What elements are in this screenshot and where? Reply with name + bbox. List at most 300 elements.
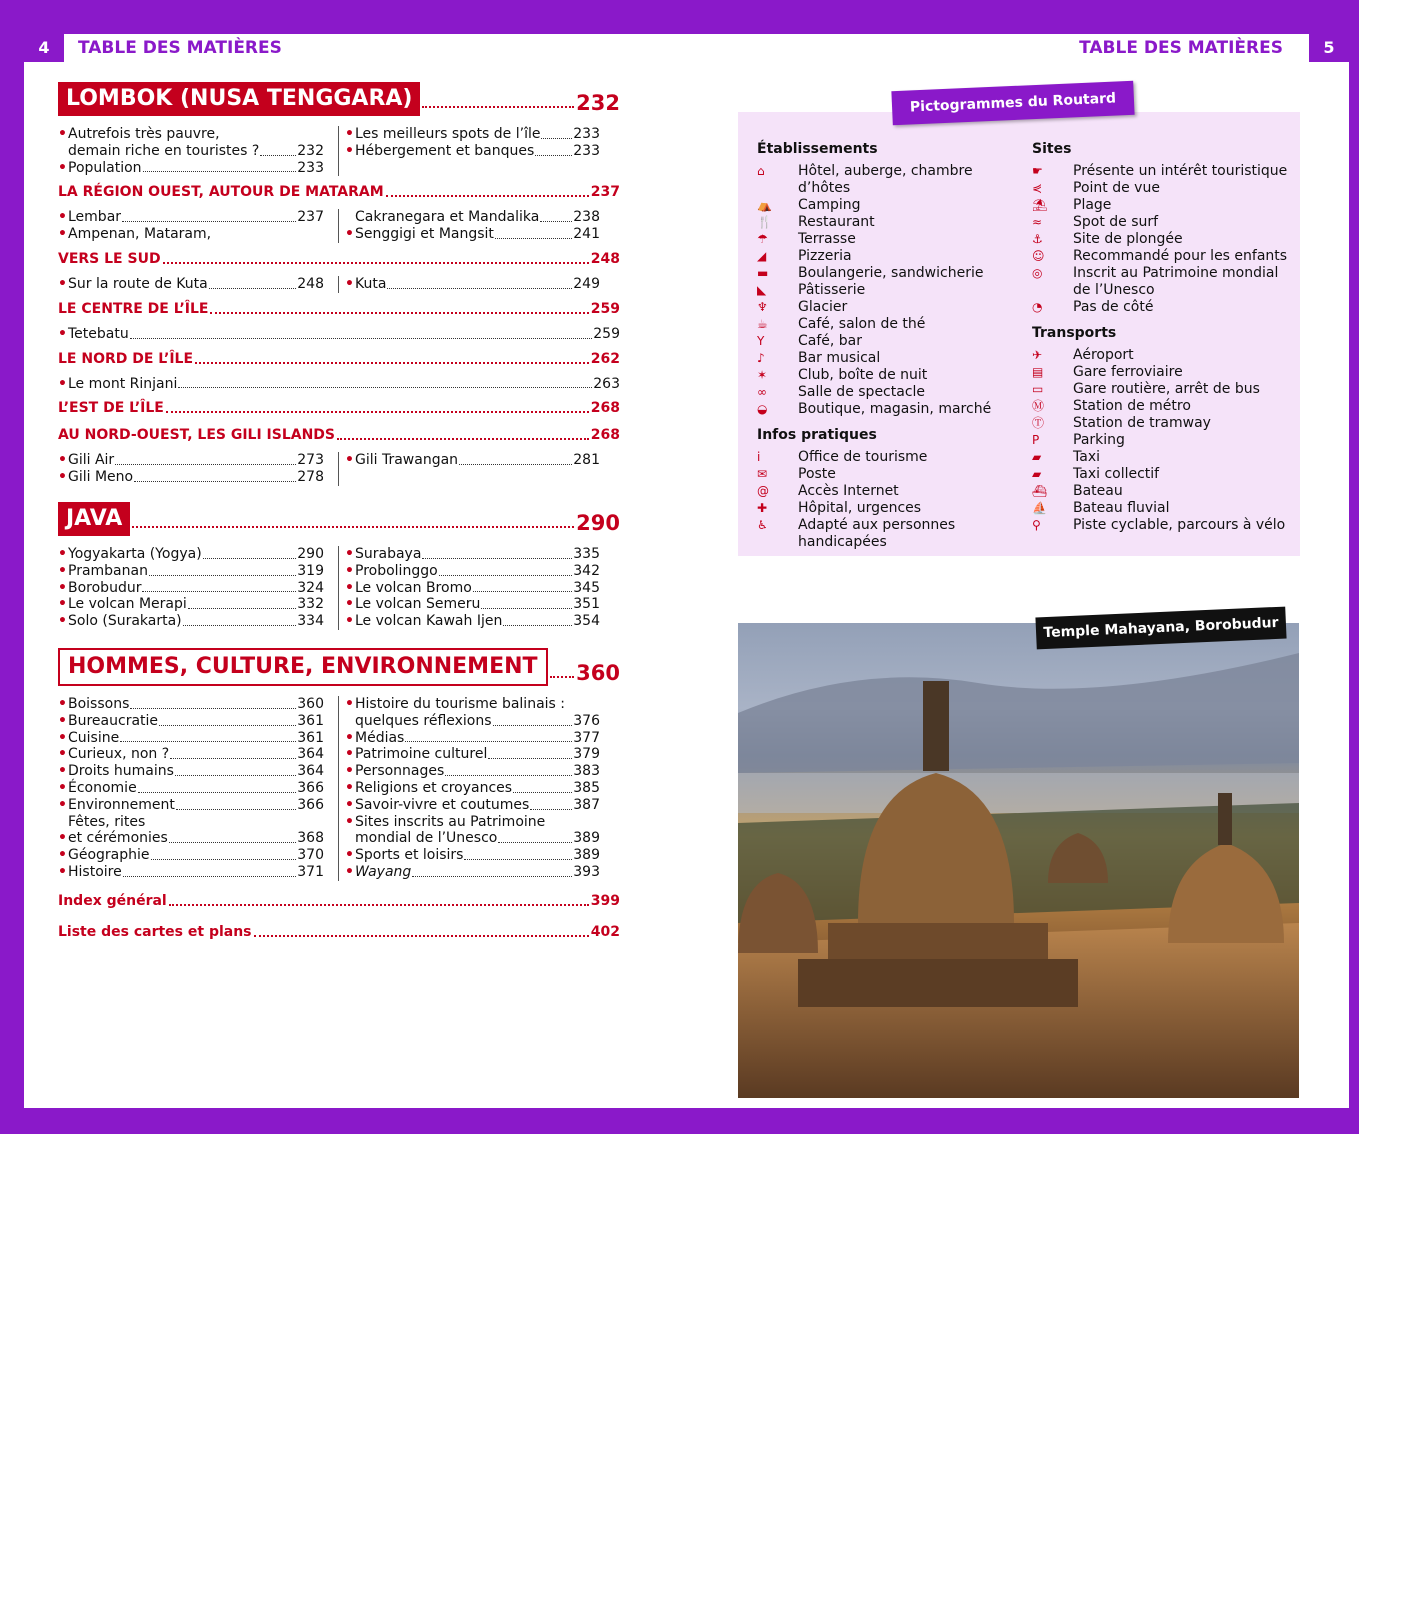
borobudur-illustration (738, 623, 1299, 1098)
bus-icon: ▭ (1032, 382, 1044, 396)
etablissements-heading: Établissements (757, 141, 878, 157)
boulangerie-icon: ▬ (757, 266, 769, 280)
camping-icon: ⛺ (757, 198, 772, 212)
metro-icon: Ⓜ (1032, 399, 1045, 413)
section-ouest[interactable]: LA RÉGION OUEST, AUTOUR DE MATARAM 237 (58, 184, 620, 201)
toc-entry-label: Wayang (355, 863, 412, 880)
photo-caption: Temple Mahayana, Borobudur (1035, 607, 1286, 650)
toc-entry-page: 379 (573, 746, 600, 763)
pictogram-label: Boutique, magasin, marché (798, 401, 992, 417)
toc-entry-page: 366 (297, 779, 324, 796)
infos-heading: Infos pratiques (757, 427, 877, 443)
shared-taxi-icon: ▰ (1032, 467, 1042, 481)
pictogram-row (1032, 214, 1294, 231)
toc-entry[interactable] (58, 730, 324, 747)
toc-entry[interactable] (58, 746, 324, 763)
wheelchair-icon: ♿ (757, 518, 768, 532)
pictogram-row (1032, 398, 1294, 415)
toc-entry[interactable] (58, 209, 324, 226)
toc-entry[interactable] (345, 126, 600, 143)
pictogram-row (757, 500, 1027, 517)
bullet: • (345, 126, 354, 142)
pictogram-row (757, 466, 1027, 483)
pictogram-row (1032, 466, 1294, 483)
bullet: • (58, 126, 67, 142)
bullet: • (345, 729, 354, 746)
toc-entry-label: et cérémonies (68, 830, 168, 847)
leader-dots (149, 575, 296, 576)
toc-entry[interactable] (345, 780, 600, 797)
bullet: • (58, 712, 67, 729)
table-of-contents (58, 82, 620, 949)
pictogram-row (1032, 500, 1294, 517)
toc-entry-page: 248 (297, 275, 324, 292)
pictogram-row (1032, 415, 1294, 432)
leader-dots (143, 171, 297, 172)
toc-entry-page: 376 (573, 712, 600, 729)
toc-entry[interactable] (58, 226, 324, 243)
toc-entry[interactable] (345, 452, 600, 469)
toc-entry[interactable] (345, 763, 600, 780)
unesco-icon: ◎ (1032, 266, 1043, 280)
pictogram-row (1032, 381, 1294, 398)
toc-entry-page: 370 (297, 847, 324, 864)
pictogram-label: Accès Internet (798, 483, 899, 499)
pictogram-label: Recommandé pour les enfants (1073, 248, 1288, 264)
pictogram-label: Point de vue (1073, 180, 1160, 196)
hommes-col1 (58, 696, 324, 881)
interest-icon: ☛ (1032, 164, 1043, 178)
toc-entry[interactable] (345, 814, 600, 831)
taxi-icon: ▰ (1032, 450, 1042, 464)
ouest-col2 (338, 209, 600, 243)
toc-entry[interactable] (345, 546, 600, 563)
nord-list (58, 376, 620, 393)
toc-entry[interactable] (345, 730, 600, 747)
bullet: • (345, 813, 354, 830)
pictogram-label: Glacier (798, 299, 848, 315)
toc-entry[interactable] (58, 613, 324, 630)
leader-dots (540, 221, 572, 222)
bullet: • (345, 562, 354, 579)
offbeat-icon: ◔ (1032, 300, 1043, 314)
pictogram-row (1032, 180, 1294, 197)
gili-col1 (58, 452, 324, 486)
transports-heading: Transports (1032, 325, 1117, 341)
bullet: • (58, 779, 67, 796)
pictogram-row (757, 367, 1027, 384)
section-sud[interactable]: VERS LE SUD 248 (58, 250, 620, 267)
toc-entry-label: Ampenan, Mataram, (68, 226, 212, 243)
sud-col1 (58, 276, 324, 293)
section-nord[interactable]: LE NORD DE L’ÎLE 262 (58, 350, 620, 367)
bullet: • (58, 796, 67, 813)
hommes-title: HOMMES, CULTURE, ENVIRONNEMENT (58, 648, 548, 686)
hommes-page: 360 (576, 660, 620, 685)
leader-dots (115, 464, 296, 465)
bullet: • (58, 613, 67, 630)
toc-entry-page: 237 (297, 209, 324, 226)
pictogram-row (757, 197, 1027, 214)
left-running-head: TABLE DES MATIÈRES (78, 38, 282, 58)
toc-entry-label: Droits humains (68, 763, 174, 780)
leader-dots (138, 792, 297, 793)
lombok-intro-col2 (338, 126, 600, 176)
pictogram-row (757, 282, 1027, 299)
leader-dots (481, 608, 572, 609)
toc-entry-label: Surabaya (355, 545, 422, 562)
pictogram-label: Aéroport (1073, 347, 1134, 363)
pictogram-row (1032, 517, 1294, 534)
toc-entry-label: Religions et croyances (355, 779, 513, 796)
centre-list (58, 326, 620, 343)
toc-entry[interactable] (58, 126, 324, 143)
toc-entry-page: 366 (297, 796, 324, 813)
leader-dots (387, 288, 572, 289)
pictogram-row (757, 517, 1027, 534)
toc-entry-label: Senggigi et Mangsit (355, 226, 494, 243)
toc-entry-page: 263 (593, 375, 620, 392)
toc-entry-label: Gili Air (68, 452, 115, 469)
leader-dots (176, 809, 296, 810)
toc-entry[interactable] (345, 847, 600, 864)
pictogram-row (1032, 163, 1294, 180)
pictogram-row (1032, 483, 1294, 500)
toc-entry-label: Les meilleurs spots de l’île (355, 126, 541, 142)
toc-entry-label: Cakranegara et Mandalika (355, 209, 540, 226)
index-link[interactable]: Index général 399 (58, 892, 620, 909)
toc-entry-page: 377 (573, 729, 600, 746)
leader-dots (209, 288, 297, 289)
toc-entry-label: Sports et loisirs (355, 847, 464, 864)
bullet: • (345, 613, 354, 630)
pictogram-label: Poste (798, 466, 836, 482)
toc-entry-page: 233 (573, 126, 600, 142)
toc-entry-page: 361 (297, 729, 324, 746)
toc-entry-label: Solo (Surakarta) (68, 613, 182, 630)
bullet: • (58, 863, 67, 880)
tram-icon: Ⓣ (1032, 416, 1045, 430)
bullet: • (58, 209, 67, 226)
toc-entry[interactable] (345, 746, 600, 763)
toc-entry[interactable] (345, 563, 600, 580)
toc-entry-page: 241 (573, 226, 600, 243)
toc-entry-page: 278 (297, 469, 324, 486)
pictogram-row (757, 401, 1027, 418)
right-frame-bar (1349, 0, 1359, 1134)
sites-heading: Sites (1032, 141, 1072, 157)
leader-dots (530, 809, 572, 810)
toc-entry[interactable] (58, 546, 324, 563)
toc-entry-label: Hébergement et banques (355, 142, 535, 159)
pictogram-row (757, 534, 1027, 551)
toc-entry[interactable] (58, 452, 324, 469)
riverboat-icon: ⛵ (1032, 501, 1047, 515)
toc-entry[interactable] (58, 797, 324, 814)
pictogram-label: Adapté aux personnes (798, 517, 956, 533)
pictogram-label: Bateau (1073, 483, 1123, 499)
leader-dots (159, 725, 296, 726)
info-icon: i (757, 450, 761, 464)
at-icon: @ (757, 484, 769, 498)
toc-entry-page: 383 (573, 763, 600, 780)
airport-icon: ✈ (1032, 348, 1043, 362)
toc-entry-label: Bureaucratie (68, 712, 159, 729)
toc-entry-page: 389 (573, 847, 600, 864)
bullet: • (345, 847, 354, 864)
toc-entry-label: Le volcan Kawah Ijen (355, 613, 503, 630)
toc-entry-label: Le mont Rinjani (68, 375, 178, 392)
leader-dots (493, 725, 573, 726)
pictogram-label: Pâtisserie (798, 282, 866, 298)
bullet: • (345, 863, 354, 880)
toc-entry-label: Cuisine (68, 729, 120, 746)
bullet: • (345, 142, 354, 159)
pictogram-row (757, 316, 1027, 333)
top-frame-bar (0, 0, 1359, 34)
toc-entry-page: 360 (297, 695, 324, 712)
toc-entry[interactable] (58, 864, 324, 881)
leader-dots (151, 859, 297, 860)
icon-spacer (757, 534, 798, 551)
toc-entry[interactable] (58, 376, 620, 393)
toc-entry[interactable] (345, 226, 600, 243)
toc-entry[interactable] (345, 613, 600, 630)
leader-dots (175, 775, 296, 776)
toc-entry-label: Le volcan Merapi (68, 596, 187, 613)
toc-entry-label: Le volcan Bromo (355, 579, 472, 596)
pictogram-label: Hôpital, urgences (798, 500, 922, 516)
hospital-icon: ✚ (757, 501, 768, 515)
lombok-intro-col1 (58, 126, 324, 176)
toc-entry-label: Le volcan Semeru (355, 596, 481, 613)
toc-entry[interactable] (58, 326, 620, 343)
lombok-heading[interactable] (58, 82, 620, 116)
bullet: • (345, 596, 354, 613)
toc-entry-label: Gili Trawangan (355, 452, 459, 469)
children-icon: ☺ (1032, 249, 1045, 263)
leader-dots (260, 155, 296, 156)
pictogram-row (1032, 231, 1294, 248)
pictogram-label: Camping (798, 197, 861, 213)
toc-entry[interactable] (345, 209, 600, 226)
bullet: • (345, 275, 354, 292)
pictogram-row (1032, 299, 1294, 316)
bullet: • (58, 746, 67, 763)
pictogram-label: Office de tourisme (798, 449, 928, 465)
bar-icon: Y (757, 334, 765, 348)
toc-entry[interactable] (345, 713, 600, 730)
bullet: • (345, 545, 354, 562)
toc-entry-page: 393 (573, 863, 600, 880)
pictogram-label: Plage (1073, 197, 1112, 213)
leader-dots (178, 387, 592, 388)
toc-entry-page: 387 (573, 796, 600, 813)
toc-entry-label: Personnages (355, 763, 445, 780)
pictogram-label: Spot de surf (1073, 214, 1159, 230)
section-gili[interactable]: AU NORD-OUEST, LES GILI ISLANDS 268 (58, 427, 620, 444)
toc-entry-page: 238 (573, 209, 600, 226)
train-icon: ▤ (1032, 365, 1044, 379)
bullet: • (58, 562, 67, 579)
toc-entry[interactable] (58, 160, 324, 177)
pictogram-row (1032, 432, 1294, 449)
leader-dots (170, 758, 296, 759)
bullet: • (58, 325, 67, 342)
toc-entry[interactable] (58, 696, 324, 713)
toc-entry[interactable] (345, 830, 600, 847)
toc-entry-label: Histoire (68, 863, 122, 880)
leader-dots (123, 876, 297, 877)
pictogram-row (757, 163, 1027, 197)
toc-entry-page: 345 (573, 579, 600, 596)
pictogram-row (757, 231, 1027, 248)
toc-entry[interactable] (58, 276, 324, 293)
toc-entry-label: Prambanan (68, 562, 148, 579)
toc-entry-label: Curieux, non ? (68, 746, 170, 763)
toc-entry[interactable] (345, 580, 600, 597)
lombok-intro-entries (58, 126, 620, 176)
toc-entry[interactable] (58, 763, 324, 780)
toc-entry[interactable] (58, 596, 324, 613)
toc-entry-label: Gili Meno (68, 469, 134, 486)
toc-entry-label: quelques réflexions (355, 712, 492, 729)
diving-icon: ⚓ (1032, 232, 1043, 246)
pictogram-label: Présente un intérêt touristique (1073, 163, 1288, 179)
toc-entry-page: 389 (573, 830, 600, 847)
right-page-number: 5 (1309, 34, 1349, 62)
leader-dots (498, 842, 572, 843)
leader-dots (541, 138, 572, 139)
pictogram-label: Gare ferroviaire (1073, 364, 1183, 380)
cartes-link[interactable]: Liste des cartes et plans 402 (58, 923, 620, 940)
toc-entry-label: Sur la route de Kuta (68, 275, 208, 292)
java-col2 (338, 546, 600, 630)
toc-entry-label: Probolinggo (355, 562, 438, 579)
gili-col2 (338, 452, 600, 486)
pictogram-row (1032, 248, 1294, 265)
pictogram-row (757, 449, 1027, 466)
toc-entry-page: 385 (573, 779, 600, 796)
toc-entry[interactable] (58, 847, 324, 864)
parking-icon: P (1032, 433, 1040, 447)
toc-entry-label: Lembar (68, 209, 122, 226)
leader-dots (535, 155, 572, 156)
pictogram-label: Hôtel, auberge, chambre d’hôtes (798, 163, 973, 196)
pictogram-label: Bar musical (798, 350, 881, 366)
leader-dots (422, 558, 572, 559)
hommes-heading[interactable] (58, 648, 620, 686)
bullet: • (345, 695, 354, 712)
toc-entry[interactable] (345, 143, 600, 160)
right-running-head: TABLE DES MATIÈRES (1079, 38, 1283, 58)
toc-entry-page: 361 (297, 712, 324, 729)
toc-entry-label: Savoir-vivre et coutumes (355, 796, 530, 813)
pictogram-label: Station de tramway (1073, 415, 1211, 431)
leader-dots (130, 708, 296, 709)
pictogram-label: Salle de spectacle (798, 384, 926, 400)
pictogram-label: Piste cyclable, parcours à vélo (1073, 517, 1286, 533)
pictogram-label: handicapées (798, 534, 887, 550)
sud-col2 (338, 276, 600, 293)
leader-dots (464, 859, 572, 860)
pictogram-row (757, 299, 1027, 316)
club-icon: ✶ (757, 368, 768, 382)
viewpoint-icon: ⋞ (1032, 181, 1043, 195)
lombok-title: LOMBOK (NUSA TENGGARA) (58, 82, 420, 116)
bullet: • (58, 695, 67, 712)
spectacle-icon: ∞ (757, 385, 767, 399)
toc-entry[interactable] (345, 276, 600, 293)
pictogram-label: Café, salon de thé (798, 316, 926, 332)
leader-dots (495, 238, 572, 239)
leader-dots (203, 558, 297, 559)
toc-entry-page: 233 (297, 159, 324, 176)
leader-dots (503, 625, 572, 626)
bullet: • (58, 545, 67, 562)
glacier-icon: ♆ (757, 300, 768, 314)
leader-dots (412, 876, 572, 877)
toc-entry[interactable] (58, 713, 324, 730)
bullet: • (345, 452, 354, 469)
toc-entry-page: 249 (573, 275, 600, 292)
toc-entry[interactable] (58, 143, 324, 160)
bullet: • (58, 226, 67, 243)
toc-entry[interactable] (345, 696, 600, 713)
pictogram-row (757, 265, 1027, 282)
toc-entry[interactable] (58, 580, 324, 597)
toc-entry-label: Patrimoine culturel (355, 746, 488, 763)
leader-dots (405, 741, 572, 742)
toc-entry-page: 371 (297, 863, 324, 880)
section-est[interactable]: L’EST DE L’ÎLE 268 (58, 400, 620, 417)
java-col1 (58, 546, 324, 630)
bullet: • (345, 579, 354, 596)
toc-entry[interactable] (58, 780, 324, 797)
toc-entry[interactable] (58, 563, 324, 580)
toc-entry[interactable] (58, 814, 324, 831)
toc-entry-label: Fêtes, rites (68, 813, 146, 830)
bullet: • (345, 779, 354, 796)
boutique-icon: ◒ (757, 402, 768, 416)
pictogram-row (757, 214, 1027, 231)
pictogram-label: Inscrit au Patrimoine mondial (1073, 265, 1279, 281)
leader-dots (122, 221, 296, 222)
java-heading[interactable] (58, 502, 620, 536)
bullet: • (345, 226, 354, 243)
toc-entry-label: Histoire du tourisme balinais : (355, 695, 565, 712)
bullet: • (58, 469, 67, 486)
toc-entry[interactable] (58, 469, 324, 486)
pictogram-row (757, 333, 1027, 350)
pictogram-row (1032, 347, 1294, 364)
toc-entry[interactable] (58, 830, 324, 847)
leader-dots (169, 842, 296, 843)
bullet: • (345, 796, 354, 813)
pictogram-label: Gare routière, arrêt de bus (1073, 381, 1260, 397)
toc-entry-page: 259 (593, 325, 620, 342)
toc-entry[interactable] (345, 864, 600, 881)
toc-entry[interactable] (345, 596, 600, 613)
java-title: JAVA (58, 502, 130, 536)
section-centre[interactable]: LE CENTRE DE L’ÎLE 259 (58, 300, 620, 317)
music-icon: ♪ (757, 351, 765, 365)
toc-entry-page: 232 (297, 142, 324, 159)
bullet: • (58, 763, 67, 780)
toc-entry-label: Médias (355, 729, 405, 746)
leader-dots (120, 741, 296, 742)
toc-entry[interactable] (345, 797, 600, 814)
